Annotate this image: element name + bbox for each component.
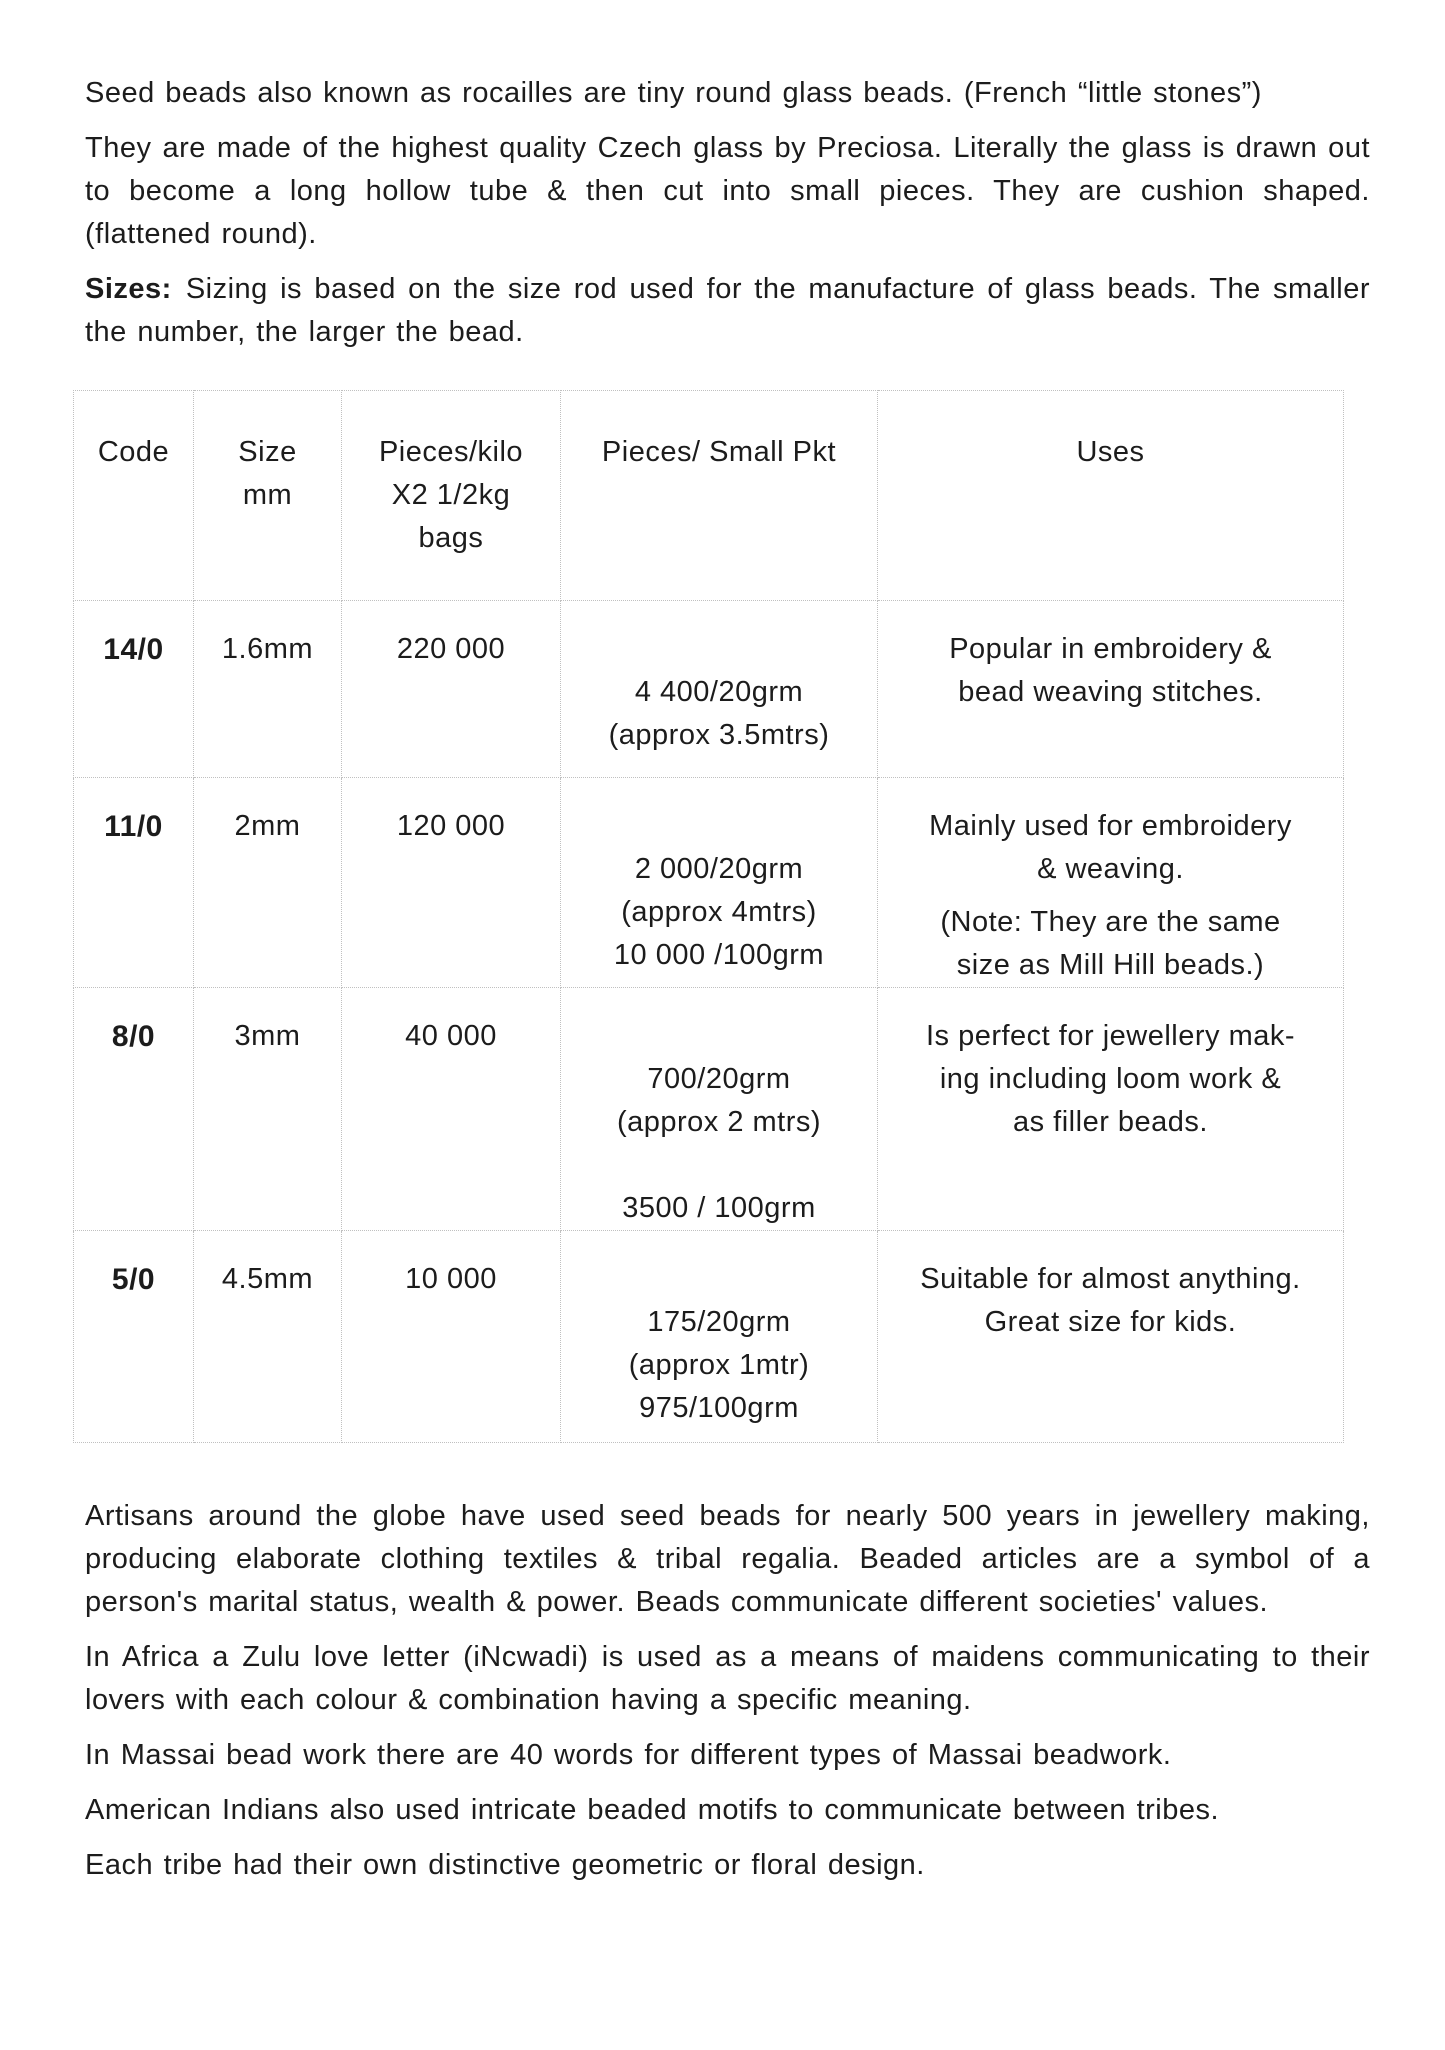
each-tribe-text: Each tribe had their own distinctive geometric or floral design. — [85, 1849, 925, 1881]
uses-line: Is perfect for jewellery mak- — [925, 1020, 1296, 1052]
pkt-line: 3500 / 100grm — [622, 1192, 816, 1224]
header-size — [194, 391, 342, 601]
pkt-line: (approx 3.5mtrs) — [608, 719, 830, 751]
table-row — [74, 601, 1344, 778]
cell-code: 11/0 — [74, 778, 194, 988]
cell-pieces-pkt — [561, 988, 878, 1231]
uses-line: & weaving. — [1037, 853, 1184, 885]
uses-line: size as Mill Hill beads.) — [956, 949, 1265, 981]
header-pieces-pkt — [561, 391, 878, 601]
artisans-text: Artisans around the globe have used seed beads for nearly 500 years in jewellery making, producing elaborate clothing textiles & tribal regalia. Beaded articles are a symbol of a person's marital status, wealth & power. Beads communicate different societies' values. — [85, 1500, 1370, 1618]
header-pieces-kilo-line1: Pieces/kilo — [378, 436, 524, 468]
paragraph-artisans — [85, 1495, 1370, 1624]
cell-uses — [878, 988, 1344, 1231]
pkt-line: (approx 4mtrs) — [621, 896, 817, 928]
header-size-line2: mm — [242, 479, 293, 511]
manufacture-text: They are made of the highest quality Czech glass by Preciosa. Literally the glass is drawn out to become a long hollow tube & then cut into small pieces. They are cushion shaped. (flattened round). — [85, 132, 1370, 250]
pkt-line: (approx 2 mtrs) — [616, 1106, 822, 1138]
cell-code: 14/0 — [74, 601, 194, 778]
pkt-line: (approx 1mtr) — [628, 1349, 810, 1381]
cell-code: 8/0 — [74, 988, 194, 1231]
table-row — [74, 778, 1344, 988]
cell-pieces-kilo: 10 000 — [342, 1231, 561, 1443]
uses-line: (Note: They are the same — [940, 906, 1281, 938]
pkt-line: 975/100grm — [639, 1392, 799, 1424]
table-row — [74, 988, 1344, 1231]
cell-uses — [878, 1231, 1344, 1443]
cell-size: 1.6mm — [194, 601, 342, 778]
intro-text: Seed beads also known as rocailles are tiny round glass beads. (French “little stones”) — [85, 77, 1262, 109]
header-pieces-pkt-label: Pieces/ Small Pkt — [601, 436, 837, 468]
cell-uses — [878, 601, 1344, 778]
table-row — [74, 1231, 1344, 1443]
paragraph-sizes — [85, 268, 1370, 354]
header-pieces-kilo-line3: bags — [418, 522, 484, 554]
uses-line: Suitable for almost anything. — [920, 1263, 1301, 1295]
uses-line: Mainly used for embroidery — [929, 810, 1292, 842]
bead-size-table — [73, 390, 1344, 1443]
uses-line: as filler beads. — [1013, 1106, 1208, 1138]
header-pieces-kilo-line2: X2 1/2kg — [391, 479, 511, 511]
cell-pieces-pkt — [561, 778, 878, 988]
paragraph-intro — [85, 72, 1370, 115]
uses-line: bead weaving stitches. — [958, 676, 1263, 708]
table-header-row — [74, 391, 1344, 601]
cell-pieces-pkt — [561, 601, 878, 778]
header-code — [74, 391, 194, 601]
cell-pieces-kilo: 120 000 — [342, 778, 561, 988]
header-uses — [878, 391, 1344, 601]
pkt-line: 4 400/20grm — [634, 676, 804, 708]
paragraph-zulu — [85, 1636, 1370, 1722]
pkt-line: 10 000 /100grm — [613, 939, 825, 971]
paragraph-american-indians — [85, 1789, 1370, 1832]
pkt-line: 700/20grm — [647, 1063, 791, 1095]
cell-pieces-kilo: 40 000 — [342, 988, 561, 1231]
cell-size: 2mm — [194, 778, 342, 988]
massai-text: In Massai bead work there are 40 words for different types of Massai beadwork. — [85, 1739, 1172, 1771]
uses-line: Great size for kids. — [984, 1306, 1237, 1338]
sizes-text: Sizing is based on the size rod used for the manufacture of glass beads. The smaller the number, the larger the bead. — [85, 273, 1370, 348]
paragraph-massai — [85, 1734, 1370, 1777]
cell-size: 3mm — [194, 988, 342, 1231]
paragraph-manufacture — [85, 127, 1370, 256]
paragraph-each-tribe — [85, 1844, 1370, 1887]
cell-size: 4.5mm — [194, 1231, 342, 1443]
uses-line: ing including loom work & — [939, 1063, 1282, 1095]
cell-pieces-pkt — [561, 1231, 878, 1443]
uses-line: Popular in embroidery & — [949, 633, 1272, 665]
pkt-line: 2 000/20grm — [634, 853, 804, 885]
cell-code: 5/0 — [74, 1231, 194, 1443]
header-pieces-kilo — [342, 391, 561, 601]
header-size-line1: Size — [238, 436, 297, 468]
cell-pieces-kilo: 220 000 — [342, 601, 561, 778]
header-code-label: Code — [97, 436, 170, 468]
american-indians-text: American Indians also used intricate beaded motifs to communicate between tribes. — [85, 1794, 1220, 1826]
header-uses-label: Uses — [1076, 436, 1145, 468]
sizes-label: Sizes: — [85, 273, 172, 305]
zulu-text: In Africa a Zulu love letter (iNcwadi) is used as a means of maidens communicating to their lovers with each colour & combination having a specific meaning. — [85, 1641, 1370, 1716]
pkt-line: 175/20grm — [647, 1306, 791, 1338]
cell-uses — [878, 778, 1344, 988]
